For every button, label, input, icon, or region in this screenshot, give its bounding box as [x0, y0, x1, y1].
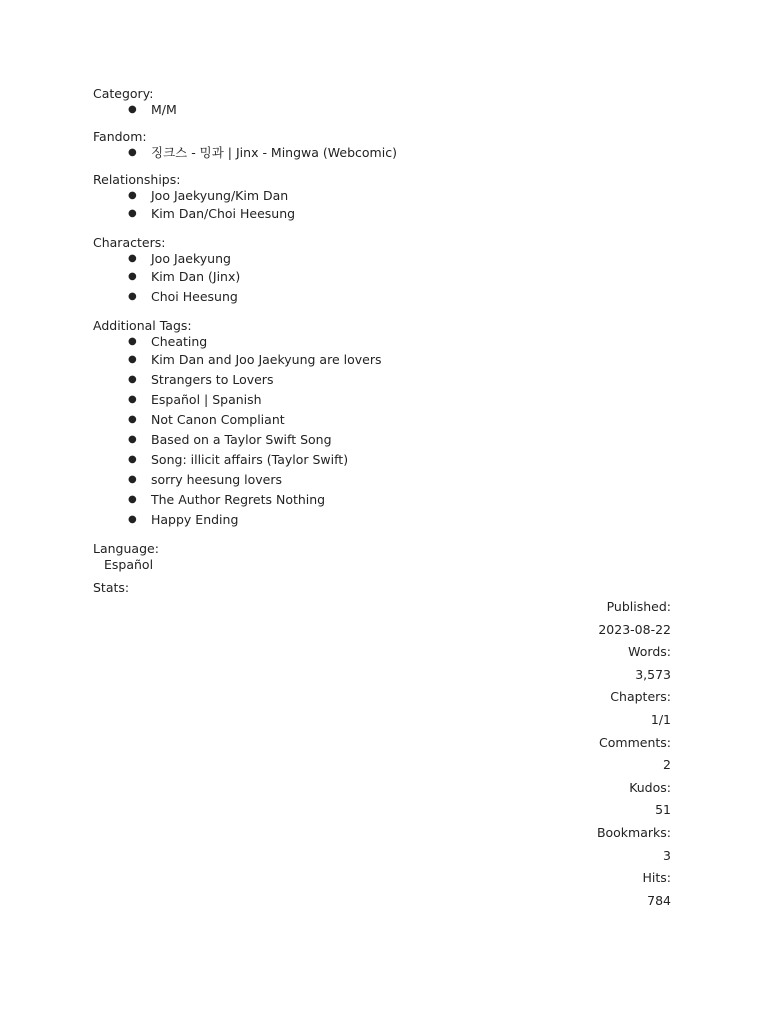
stats-list — [93, 596, 671, 912]
bullet-icon: ● — [128, 494, 137, 505]
category-tag[interactable] — [93, 102, 671, 118]
freeform-tag[interactable] — [93, 510, 671, 530]
language-label: Language: — [93, 541, 159, 556]
bullet-icon: ● — [128, 374, 137, 385]
bullet-icon: ● — [128, 434, 137, 445]
freeform-tag-text[interactable]: Based on a Taylor Swift Song — [151, 432, 332, 447]
words-label: Words: — [628, 644, 671, 660]
additional-tags-section — [93, 318, 671, 530]
published-value: 2023-08-22 — [598, 621, 671, 637]
freeform-tag-text[interactable]: Strangers to Lovers — [151, 372, 274, 387]
category-list — [93, 102, 671, 118]
bullet-icon: ● — [128, 291, 137, 302]
freeform-tag-text[interactable]: Happy Ending — [151, 512, 239, 527]
fandom-tag[interactable] — [93, 145, 671, 161]
work-meta — [93, 86, 671, 912]
kudos-label: Kudos: — [629, 779, 671, 795]
fandom-list — [93, 145, 671, 161]
category-label: Category: — [93, 86, 154, 101]
relationships-list — [93, 188, 671, 224]
character-tag[interactable] — [93, 287, 671, 307]
chapters-value: 1/1 — [650, 711, 671, 727]
bullet-icon: ● — [128, 190, 137, 201]
freeform-tag-text[interactable]: Kim Dan and Joo Jaekyung are lovers — [151, 352, 382, 367]
fandom-label: Fandom: — [93, 129, 147, 144]
freeform-tag[interactable] — [93, 430, 671, 450]
stats-section — [93, 580, 671, 912]
language-section — [93, 541, 671, 573]
bookmarks-label: Bookmarks: — [596, 824, 671, 840]
character-tag-text[interactable]: Choi Heesung — [151, 289, 238, 304]
freeform-tag-text[interactable]: Song: illicit affairs (Taylor Swift) — [151, 452, 349, 467]
freeform-tag-text[interactable]: Not Canon Compliant — [151, 412, 285, 427]
bullet-icon: ● — [128, 474, 137, 485]
published-label: Published: — [606, 599, 671, 614]
bullet-icon: ● — [128, 104, 137, 115]
bullet-icon: ● — [128, 336, 137, 347]
bookmarks-value[interactable]: 3 — [663, 847, 671, 863]
relationship-tag-text[interactable]: Joo Jaekyung/Kim Dan — [151, 188, 289, 203]
freeform-tag-text[interactable]: sorry heesung lovers — [151, 472, 283, 487]
fandom-section — [93, 129, 671, 161]
stats-label: Stats: — [93, 580, 130, 595]
hits-value: 784 — [647, 892, 671, 908]
freeform-tag[interactable] — [93, 350, 671, 370]
additional-tags-list — [93, 334, 671, 530]
freeform-tag[interactable] — [93, 490, 671, 510]
bullet-icon: ● — [128, 208, 137, 219]
character-tag-text[interactable]: Kim Dan (Jinx) — [151, 269, 241, 284]
bullet-icon: ● — [128, 354, 137, 365]
freeform-tag[interactable] — [93, 334, 671, 350]
comments-value[interactable]: 2 — [663, 757, 671, 773]
language-value: Español — [104, 557, 154, 572]
words-value: 3,573 — [635, 666, 671, 682]
character-tag[interactable] — [93, 267, 671, 287]
chapters-label: Chapters: — [610, 689, 671, 705]
freeform-tag-text[interactable]: Español | Spanish — [151, 392, 262, 407]
characters-label: Characters: — [93, 235, 166, 250]
hits-label: Hits: — [642, 870, 671, 886]
bullet-icon: ● — [128, 394, 137, 405]
relationship-tag[interactable] — [93, 204, 671, 224]
bullet-icon: ● — [128, 271, 137, 282]
additional-tags-label: Additional Tags: — [93, 318, 192, 333]
fandom-tag-text[interactable]: 징크스 - 밍과 | Jinx - Mingwa (Webcomic) — [151, 145, 397, 160]
freeform-tag[interactable] — [93, 370, 671, 390]
bullet-icon: ● — [128, 147, 137, 158]
characters-list — [93, 251, 671, 307]
relationships-section — [93, 172, 671, 224]
comments-label: Comments: — [599, 734, 671, 750]
characters-section — [93, 235, 671, 307]
category-tag-text[interactable]: M/M — [151, 102, 177, 117]
bullet-icon: ● — [128, 414, 137, 425]
relationship-tag-text[interactable]: Kim Dan/Choi Heesung — [151, 206, 296, 221]
bullet-icon: ● — [128, 514, 137, 525]
freeform-tag[interactable] — [93, 470, 671, 490]
freeform-tag-text[interactable]: Cheating — [151, 334, 208, 349]
freeform-tag[interactable] — [93, 390, 671, 410]
freeform-tag[interactable] — [93, 410, 671, 430]
bullet-icon: ● — [128, 253, 137, 264]
relationships-label: Relationships: — [93, 172, 181, 187]
kudos-value: 51 — [655, 802, 671, 818]
relationship-tag[interactable] — [93, 188, 671, 204]
bullet-icon: ● — [128, 454, 137, 465]
freeform-tag-text[interactable]: The Author Regrets Nothing — [151, 492, 326, 507]
category-section — [93, 86, 671, 118]
freeform-tag[interactable] — [93, 450, 671, 470]
character-tag-text[interactable]: Joo Jaekyung — [151, 251, 231, 266]
character-tag[interactable] — [93, 251, 671, 267]
